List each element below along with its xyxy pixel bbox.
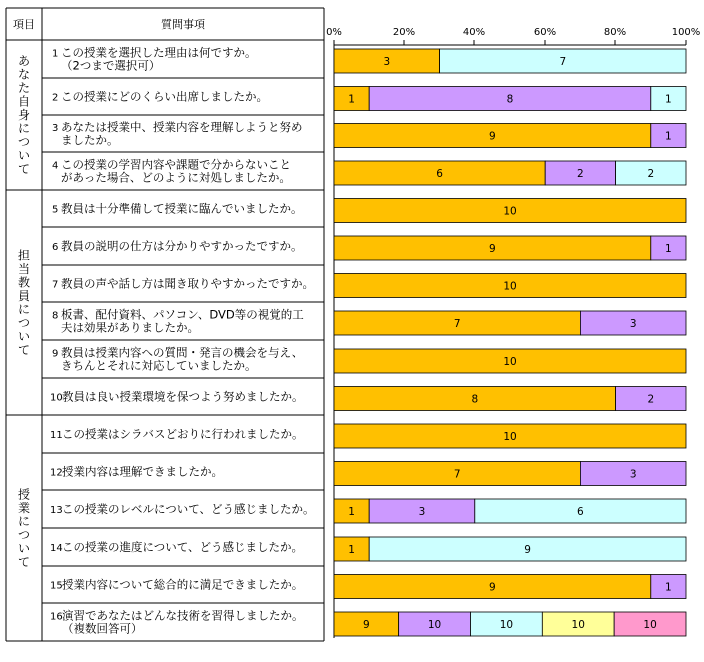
question-text: （複数回答可） bbox=[62, 621, 143, 636]
bar-row bbox=[334, 612, 686, 636]
question-text: この授業の学習内容や課題で分からないこと bbox=[61, 157, 291, 172]
bar-segment-label: 2 bbox=[647, 168, 655, 180]
bar-segment-label: 8 bbox=[506, 93, 514, 106]
bar-segment-label: 3 bbox=[383, 56, 391, 68]
question-text: があった場合、どのように対処しましたか。 bbox=[61, 170, 291, 185]
question-row bbox=[50, 609, 304, 636]
group-label bbox=[18, 486, 30, 569]
bar-segment-label: 3 bbox=[418, 506, 426, 518]
question-number: 4 bbox=[52, 160, 59, 172]
question-row bbox=[52, 120, 303, 147]
bar-segment-label: 1 bbox=[665, 243, 672, 255]
header-item-label: 項目 bbox=[13, 18, 35, 31]
bar-row bbox=[334, 199, 686, 223]
bar-segment-label: 9 bbox=[489, 243, 496, 255]
bar-segment-label: 7 bbox=[559, 56, 567, 68]
question-text: この授業にどのくらい出席しましたか。 bbox=[61, 89, 268, 104]
question-row bbox=[52, 46, 257, 73]
question-text: この授業の進度について、どう感じましたか。 bbox=[62, 540, 304, 554]
bar-segment-label: 6 bbox=[577, 506, 584, 518]
question-row bbox=[50, 502, 315, 516]
question-number: 7 bbox=[52, 279, 59, 291]
bar-segment-label: 9 bbox=[524, 544, 531, 556]
question-number: 3 bbox=[52, 123, 59, 134]
group-label bbox=[18, 54, 30, 176]
question-number: 10 bbox=[50, 392, 63, 404]
question-row bbox=[50, 390, 304, 404]
question-text: 教員は授業内容への質問・発言の機会を与え、 bbox=[61, 345, 304, 360]
bar-row bbox=[334, 311, 686, 335]
question-text: ましたか。 bbox=[61, 133, 119, 147]
bar-segment-label: 10 bbox=[503, 356, 517, 368]
bar-row bbox=[334, 387, 686, 411]
question-text: 演習であなたはどんな技術を習得しましたか。 bbox=[62, 608, 304, 623]
bar-row bbox=[334, 424, 686, 448]
group-label-text: 授業について bbox=[17, 487, 31, 569]
group-label bbox=[18, 247, 30, 357]
question-row bbox=[50, 578, 303, 592]
question-number: 8 bbox=[52, 310, 59, 322]
question-text: 教員は良い授業環境を保つよう努めましたか。 bbox=[62, 389, 304, 404]
question-text: 夫は効果がありましたか。 bbox=[61, 320, 199, 335]
bar-segment-label: 10 bbox=[643, 619, 657, 631]
question-row bbox=[50, 465, 223, 479]
bar-segment-label: 6 bbox=[436, 168, 443, 180]
question-text: あなたは授業中、授業内容を理解しようと努め bbox=[61, 120, 303, 134]
bar-segment-label: 9 bbox=[489, 130, 496, 143]
bar-segment-label: 1 bbox=[665, 581, 672, 594]
bar-row bbox=[334, 124, 686, 148]
question-number: 6 bbox=[52, 242, 59, 253]
bar-row bbox=[334, 236, 686, 260]
question-text: この授業のレベルについて、どう感じましたか。 bbox=[62, 502, 315, 516]
bar-row bbox=[334, 49, 686, 73]
question-text: 授業内容は理解できましたか。 bbox=[62, 464, 223, 479]
question-row bbox=[52, 202, 303, 216]
question-text: 教員の声や話し方は聞き取りやすかったですか。 bbox=[61, 276, 314, 291]
bar-segment-label: 1 bbox=[665, 130, 672, 143]
question-row bbox=[52, 90, 268, 104]
bar-segment-label: 3 bbox=[629, 468, 637, 481]
question-number: 12 bbox=[50, 467, 63, 479]
bar-row bbox=[334, 161, 686, 185]
bar-segment-label: 10 bbox=[427, 619, 442, 631]
bars bbox=[334, 49, 686, 636]
question-text: この授業を選択した理由は何ですか。 bbox=[61, 45, 257, 60]
question-text: 教員は十分準備して授業に臨んでいましたか。 bbox=[61, 201, 303, 216]
bar-row bbox=[334, 349, 686, 373]
bar-row bbox=[334, 537, 686, 561]
bar-segment-label: 2 bbox=[577, 168, 584, 180]
bar-segment-label: 10 bbox=[571, 619, 585, 631]
question-text: （2つまで選択可） bbox=[61, 58, 161, 73]
question-table bbox=[6, 8, 324, 641]
bar-segment-label: 10 bbox=[503, 280, 517, 293]
question-number: 1 bbox=[52, 48, 59, 60]
question-text: 板書、配付資料、パソコン、DVD等の視覚的工 bbox=[61, 307, 304, 322]
bar-segment-label: 8 bbox=[471, 393, 479, 406]
x-tick-label: 100% bbox=[671, 27, 701, 38]
question-row bbox=[50, 540, 303, 554]
question-row bbox=[50, 427, 304, 441]
bar-row bbox=[334, 462, 686, 486]
question-row bbox=[52, 308, 304, 335]
question-row bbox=[52, 277, 314, 291]
header-question-label: 質問事項 bbox=[161, 18, 205, 31]
bar-row bbox=[334, 575, 686, 599]
question-row bbox=[52, 158, 291, 185]
bar-segment-label: 7 bbox=[453, 318, 461, 330]
question-number: 13 bbox=[50, 505, 63, 516]
question-number: 9 bbox=[52, 348, 59, 360]
x-tick-label: 0% bbox=[326, 27, 342, 38]
bar-segment-label: 9 bbox=[489, 581, 496, 594]
bar-segment-label: 1 bbox=[348, 93, 355, 106]
bar-segment-label: 1 bbox=[348, 544, 355, 556]
question-row bbox=[52, 346, 303, 373]
bar-segment-label: 1 bbox=[665, 93, 672, 106]
bar-row bbox=[334, 87, 686, 111]
group-label-text: あなた自身について bbox=[17, 54, 31, 176]
bar-segment-label: 3 bbox=[629, 318, 637, 330]
x-tick-label: 80% bbox=[603, 27, 627, 38]
bar-row bbox=[334, 499, 686, 523]
x-tick-label: 60% bbox=[533, 27, 557, 38]
question-number: 5 bbox=[52, 204, 59, 216]
bar-segment-label: 10 bbox=[503, 205, 517, 218]
x-tick-label: 20% bbox=[392, 27, 416, 38]
question-number: 11 bbox=[50, 430, 63, 441]
question-text: この授業はシラバスどおりに行われましたか。 bbox=[62, 427, 304, 441]
bar-segment-label: 1 bbox=[348, 506, 355, 518]
x-tick-label: 40% bbox=[462, 27, 486, 38]
question-number: 15 bbox=[50, 580, 63, 592]
bar-segment-label: 10 bbox=[503, 431, 517, 443]
question-number: 16 bbox=[50, 611, 63, 623]
question-text: 教員の説明の仕方は分かりやすかったですか。 bbox=[61, 239, 303, 253]
question-row bbox=[52, 239, 303, 253]
question-text: 授業内容について総合的に満足できましたか。 bbox=[62, 577, 304, 592]
question-number: 14 bbox=[50, 543, 63, 554]
bar-segment-label: 2 bbox=[647, 393, 655, 406]
bar-segment-label: 9 bbox=[362, 619, 370, 631]
group-label-text: 担当教員について bbox=[17, 248, 31, 357]
question-text: きちんとそれに対応していましたか。 bbox=[61, 358, 257, 373]
bar-segment-label: 7 bbox=[453, 468, 461, 481]
bar-row bbox=[334, 274, 686, 298]
question-number: 2 bbox=[52, 92, 59, 104]
bar-segment-label: 10 bbox=[499, 619, 514, 631]
